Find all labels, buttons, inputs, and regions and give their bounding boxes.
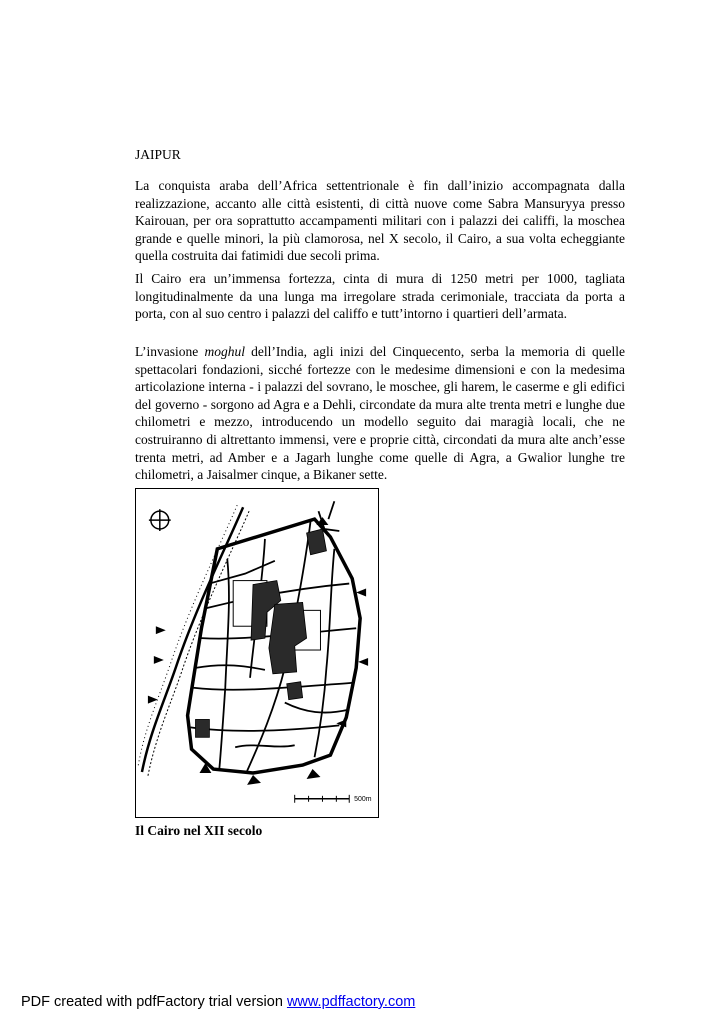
- paragraph-2: Il Cairo era un’immensa fortezza, cinta di mura di 1250 metri per 1000, tagliata longitudinalmente da una lunga ma irregolare strada cerimoniale, tracciata da porta a porta, con al suo centro i palazzi del califfo e tutt’intorno i quartieri dell’armata.: [135, 271, 625, 322]
- section-heading: JAIPUR: [135, 147, 181, 162]
- scale-label: 500m: [354, 795, 372, 803]
- paragraph-3-start: L’invasione: [135, 344, 205, 359]
- north-compass-icon: [149, 509, 171, 531]
- figure-caption: Il Cairo nel XII secolo: [135, 823, 263, 838]
- footer-text: PDF created with pdfFactory trial version: [21, 994, 287, 1010]
- paragraph-3: [135, 343, 625, 484]
- footer-link[interactable]: www.pdffactory.com: [286, 994, 416, 1010]
- scale-bar: [295, 795, 372, 803]
- paragraph-3-italic-word: moghul: [204, 344, 245, 359]
- paragraph-1: La conquista araba dell’Africa settentrionale è fin dall’inizio accompagnata dalla realizzazione, accanto alle città esistenti, di città nuove come Sabra Mansuryya presso Kairouan, per ora soprattutto accampamenti militari con i palazzi dei califfi, la moschea grande e quelle minori, la più clamorosa, nel X secolo, il Cairo, a sua volta echeggiante quella costruita dai fatimidi due secoli prima.: [135, 178, 625, 264]
- paragraph-3-rest: dell’India, agli inizi del Cinquecento, serba la memoria di quelle spettacolari fondazioni, sicché fortezze con le medesime dimensioni e con la medesima articolazione interna - i palazzi del sovrano, le moschee, gli harem, le caserme e gli edifici del governo - sorgono ad Agra e a Dehli, circondate da mura alte trenta metri e lunghe due chilometri e mezzo, introducendo un modello seguito dai maragià locali, che ne costruiranno di altrettanto immensi, vere e proprie città, circondati da mura alte anch’esse trenta metri, ad Amber e a Jagarh lunghe come quelle di Agra, a Gwalior lunghe tre chilometri, a Jaisalmer cinque, a Bikaner sette.: [135, 344, 625, 483]
- pdf-footer: [21, 994, 415, 1010]
- cairo-map-figure: [135, 488, 379, 818]
- cairo-map-drawing: [136, 489, 378, 817]
